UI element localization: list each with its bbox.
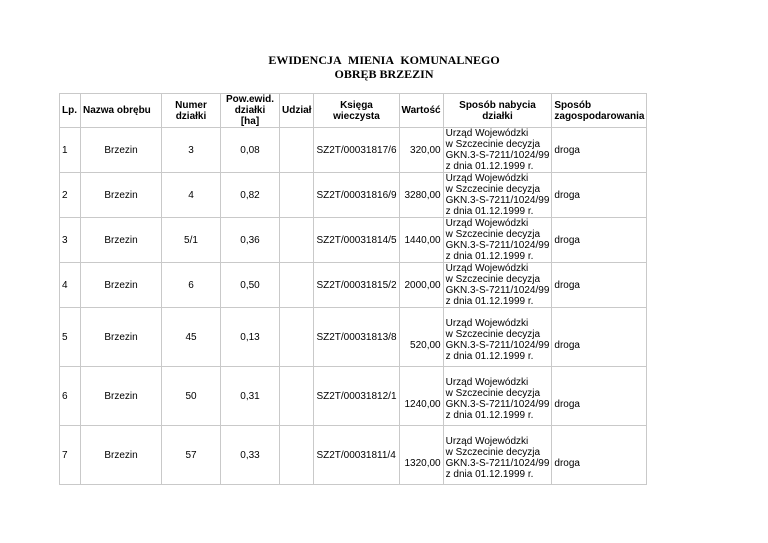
nabycie-line: Urząd Wojewódzki (445, 436, 529, 447)
nabycie-line: GKN.3-S-7211/1024/99 (445, 285, 550, 296)
nabycie-line: z dnia 01.12.1999 r. (445, 206, 534, 217)
document-title: EWIDENCJA MIENIA KOMUNALNEGO (268, 53, 500, 67)
table-row (60, 367, 647, 426)
cell-udzial (280, 263, 314, 308)
nabycie-line: GKN.3-S-7211/1024/99 (445, 240, 550, 251)
cell-lp: 3 (60, 218, 81, 263)
cell-wartosc: 1240,00 (399, 367, 443, 426)
nabycie-line: GKN.3-S-7211/1024/99 (445, 399, 550, 410)
cell-numer: 45 (162, 308, 221, 367)
cell-ksiega-wieczysta: SZ2T/00031813/8 (314, 308, 399, 367)
nabycie-line: w Szczecinie decyzja (445, 329, 541, 340)
cell-obreb: Brzezin (81, 128, 162, 173)
cell-wartosc: 1440,00 (399, 218, 443, 263)
cell-zagospodarowanie: droga (552, 173, 647, 218)
cell-pow: 0,50 (221, 263, 280, 308)
cell-lp: 6 (60, 367, 81, 426)
nabycie-line: Urząd Wojewódzki (445, 218, 529, 229)
table-row (60, 218, 647, 263)
header-zagospodarowanie (552, 94, 647, 128)
table-body (60, 128, 647, 485)
header-numer-line2: działki (175, 110, 207, 122)
header-numer-line1: Numer (175, 99, 207, 111)
cell-udzial (280, 426, 314, 485)
cell-ksiega-wieczysta: SZ2T/00031815/2 (314, 263, 399, 308)
header-zagosp-line1: Sposób (554, 99, 592, 111)
cell-zagospodarowanie: droga (552, 308, 647, 367)
cell-ksiega-wieczysta: SZ2T/00031814/5 (314, 218, 399, 263)
header-pow-line1: Pow.ewid. (226, 94, 274, 105)
cell-ksiega-wieczysta: SZ2T/00031816/9 (314, 173, 399, 218)
nabycie-line: Urząd Wojewódzki (445, 377, 529, 388)
cell-pow: 0,13 (221, 308, 280, 367)
nabycie-line: z dnia 01.12.1999 r. (445, 351, 534, 362)
cell-numer: 3 (162, 128, 221, 173)
cell-sposob-nabycia (443, 128, 552, 173)
cell-obreb: Brzezin (81, 367, 162, 426)
cell-wartosc: 2000,00 (399, 263, 443, 308)
cell-numer: 4 (162, 173, 221, 218)
nabycie-line: z dnia 01.12.1999 r. (445, 161, 534, 172)
nabycie-line: GKN.3-S-7211/1024/99 (445, 150, 550, 161)
cell-lp: 5 (60, 308, 81, 367)
cell-pow: 0,82 (221, 173, 280, 218)
nabycie-line: Urząd Wojewódzki (445, 318, 529, 329)
cell-pow: 0,31 (221, 367, 280, 426)
cell-sposob-nabycia (443, 367, 552, 426)
cell-udzial (280, 173, 314, 218)
cell-udzial (280, 218, 314, 263)
header-kw (314, 94, 399, 128)
cell-numer: 6 (162, 263, 221, 308)
nabycie-line: Urząd Wojewódzki (445, 263, 529, 274)
nabycie-line: z dnia 01.12.1999 r. (445, 296, 534, 307)
table-row (60, 263, 647, 308)
table-row (60, 308, 647, 367)
cell-pow: 0,36 (221, 218, 280, 263)
cell-sposob-nabycia (443, 218, 552, 263)
nabycie-line: GKN.3-S-7211/1024/99 (445, 340, 550, 351)
header-pow-line2: działki (234, 105, 266, 116)
cell-lp: 4 (60, 263, 81, 308)
cell-obreb: Brzezin (81, 173, 162, 218)
cell-obreb: Brzezin (81, 426, 162, 485)
cell-obreb: Brzezin (81, 308, 162, 367)
header-kw-line2: wieczysta (333, 110, 380, 122)
header-obreb: Nazwa obrębu (81, 94, 162, 128)
cell-udzial (280, 128, 314, 173)
cell-zagospodarowanie: droga (552, 367, 647, 426)
header-nabycie-line1: Sposób nabycia (459, 99, 536, 111)
table-row (60, 128, 647, 173)
cell-numer: 57 (162, 426, 221, 485)
nabycie-line: z dnia 01.12.1999 r. (445, 469, 534, 480)
header-row (60, 94, 647, 128)
nabycie-line: z dnia 01.12.1999 r. (445, 410, 534, 421)
header-sposob-nabycia (443, 94, 552, 128)
cell-sposob-nabycia (443, 263, 552, 308)
cell-obreb: Brzezin (81, 218, 162, 263)
nabycie-line: GKN.3-S-7211/1024/99 (445, 195, 550, 206)
cell-obreb: Brzezin (81, 263, 162, 308)
nabycie-line: Urząd Wojewódzki (445, 128, 529, 139)
table-row (60, 426, 647, 485)
document-subtitle: OBRĘB BRZEZIN (334, 67, 434, 81)
header-lp: Lp. (60, 94, 81, 128)
header-numer (162, 94, 221, 128)
cell-wartosc: 1320,00 (399, 426, 443, 485)
cell-zagospodarowanie: droga (552, 263, 647, 308)
cell-ksiega-wieczysta: SZ2T/00031811/4 (314, 426, 399, 485)
cell-wartosc: 320,00 (399, 128, 443, 173)
nabycie-line: w Szczecinie decyzja (445, 447, 541, 458)
cell-sposob-nabycia (443, 426, 552, 485)
nabycie-line: w Szczecinie decyzja (445, 274, 541, 285)
cell-sposob-nabycia (443, 173, 552, 218)
cell-numer: 5/1 (162, 218, 221, 263)
header-udzial: Udział (280, 94, 314, 128)
cell-zagospodarowanie: droga (552, 426, 647, 485)
cell-lp: 1 (60, 128, 81, 173)
cell-sposob-nabycia (443, 308, 552, 367)
cell-wartosc: 520,00 (399, 308, 443, 367)
header-pow-line3: [ha] (240, 116, 260, 127)
nabycie-line: z dnia 01.12.1999 r. (445, 251, 534, 262)
cell-lp: 7 (60, 426, 81, 485)
cell-zagospodarowanie: droga (552, 128, 647, 173)
cell-numer: 50 (162, 367, 221, 426)
nabycie-line: w Szczecinie decyzja (445, 388, 541, 399)
cell-udzial (280, 367, 314, 426)
nabycie-line: Urząd Wojewódzki (445, 173, 529, 184)
nabycie-line: GKN.3-S-7211/1024/99 (445, 458, 550, 469)
nabycie-line: w Szczecinie decyzja (445, 139, 541, 150)
header-nabycie-line2: działki (482, 110, 513, 122)
table-row (60, 173, 647, 218)
cell-pow: 0,08 (221, 128, 280, 173)
nabycie-line: w Szczecinie decyzja (445, 184, 541, 195)
cell-lp: 2 (60, 173, 81, 218)
header-kw-line1: Księga (340, 99, 373, 111)
cell-wartosc: 3280,00 (399, 173, 443, 218)
cell-ksiega-wieczysta: SZ2T/00031817/6 (314, 128, 399, 173)
header-wartosc: Wartość (399, 94, 443, 128)
property-table (59, 93, 647, 485)
nabycie-line: w Szczecinie decyzja (445, 229, 541, 240)
cell-zagospodarowanie: droga (552, 218, 647, 263)
cell-pow: 0,33 (221, 426, 280, 485)
header-zagosp-line2: zagospodarowania (554, 110, 645, 122)
cell-udzial (280, 308, 314, 367)
header-pow (221, 94, 280, 128)
cell-ksiega-wieczysta: SZ2T/00031812/1 (314, 367, 399, 426)
